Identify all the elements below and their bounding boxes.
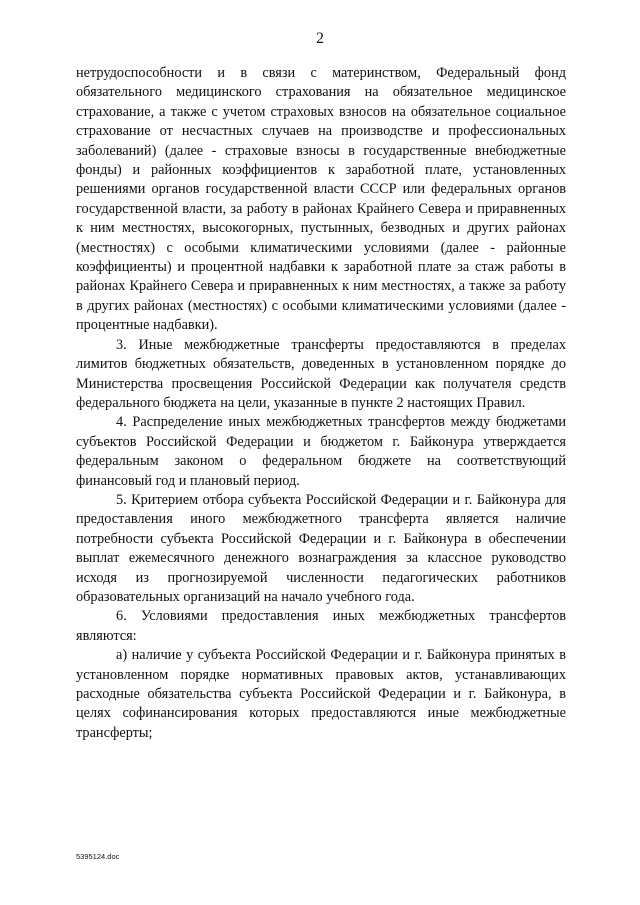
paragraph-item-6: 6. Условиями предоставления иных межбюджетных трансфертов являются: <box>76 608 566 644</box>
paragraph-item-3: 3. Иные межбюджетные трансферты предоставляются в пределах лимитов бюджетных обязательств, доведенных в установленном порядке до Министерства просвещения Российской Федерации как получателя средств федерального бюджета на цели, указанные в пункте 2 настоящих Правил. <box>76 336 566 411</box>
paragraph-item-5: 5. Критерием отбора субъекта Российской Федерации и г. Байконура для предоставления иного межбюджетного трансферта является наличие потребности субъекта Российской Федерации и г. Байконура в обеспечении выплат ежемесячного денежного вознаграждения за классное руководство исходя из прогнозируемой численности педагогических работников образовательных организаций на начало учебного года. <box>76 491 566 605</box>
paragraph-continuation: нетрудоспособности и в связи с материнством, Федеральный фонд обязательного медицинского страхования на обязательное медицинское страхование, а также с учетом страховых взносов на обязательное социальное страхование от несчастных случаев на производстве и профессиональных заболеваний) (далее - страховые взносы в государственные внебюджетные фонды) и районных коэффициентов к заработной плате, установленных решениями органов государственной власти СССР или федеральных органов государственной власти, за работу в районах Крайнего Севера и приравненных к ним местностях, высокогорных, пустынных, безводных и других районах (местностях) с особыми климатическими условиями (далее - районные коэффициенты) и процентной надбавки к заработной плате за стаж работы в районах Крайнего Севера и приравненных к ним местностях, а также за работу в других районах (местностях) с особыми климатическими условиями (далее - процентные надбавки). <box>76 65 566 334</box>
paragraph-item-4: 4. Распределение иных межбюджетных трансфертов между бюджетами субъектов Российской Федерации и бюджетом г. Байконура утверждается федеральным законом о федеральном бюджете на соответствующий финансовый год и плановый период. <box>76 414 566 489</box>
paragraph-item-6a: а) наличие у субъекта Российской Федерации и г. Байконура принятых в установленном порядке нормативных правовых актов, устанавливающих расходные обязательства субъекта Российской Федерации и г. Байконура, в целях софинансирования которых предоставляются иные межбюджетные трансферты; <box>76 647 566 741</box>
page-number: 2 <box>316 30 324 47</box>
document-footer-filename: 5395124.doc <box>76 852 120 861</box>
document-body <box>76 64 566 743</box>
